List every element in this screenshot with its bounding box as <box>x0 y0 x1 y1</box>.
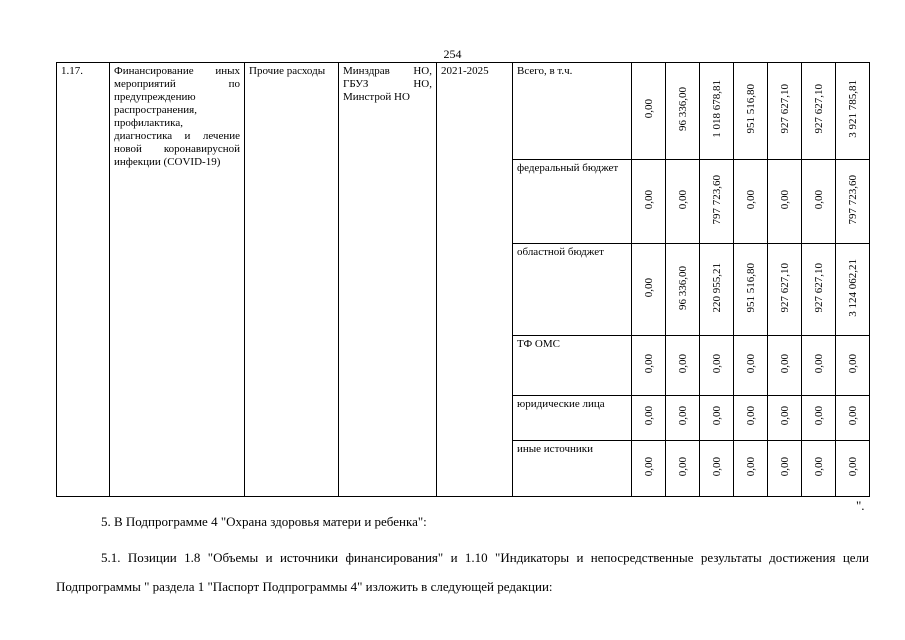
value-text: 0,00 <box>642 456 655 477</box>
source-cell: Всего, в т.ч. <box>513 63 632 160</box>
value-text: 0,00 <box>642 189 655 210</box>
value-text: 0,00 <box>744 456 757 477</box>
value-cell <box>836 441 870 497</box>
value-text: 797 723,60 <box>846 174 859 225</box>
period-cell: 2021-2025 <box>437 63 513 497</box>
value-cell <box>768 336 802 396</box>
financing-table <box>56 62 870 497</box>
value-cell <box>700 244 734 336</box>
value-cell <box>836 160 870 244</box>
value-cell <box>734 63 768 160</box>
value-text: 927 627,10 <box>812 262 825 313</box>
value-cell <box>700 441 734 497</box>
value-cell <box>802 441 836 497</box>
value-cell <box>666 63 700 160</box>
value-text: 0,00 <box>778 456 791 477</box>
value-text: 0,00 <box>778 353 791 374</box>
value-cell <box>836 244 870 336</box>
value-cell <box>836 396 870 441</box>
value-text: 0,00 <box>676 456 689 477</box>
value-text: 0,00 <box>846 406 859 426</box>
value-text: 0,00 <box>812 406 825 426</box>
value-text: 0,00 <box>812 189 825 210</box>
value-text: 0,00 <box>744 353 757 374</box>
expense-type-cell: Прочие расходы <box>245 63 339 497</box>
value-cell <box>632 396 666 441</box>
source-cell: федеральный бюджет <box>513 160 632 244</box>
source-cell: иные источники <box>513 441 632 497</box>
closing-quote-mark: ". <box>856 498 865 513</box>
value-text: 0,00 <box>846 353 859 374</box>
value-text: 951 516,80 <box>744 84 757 134</box>
paragraph-5-1: 5.1. Позиции 1.8 "Объемы и источники финансирования" и 1.10 "Индикаторы и непосредственные результаты достижения цели Подпрограммы " раздела 1 "Паспорт Подпрограммы 4" изложить в следующей редакции: <box>56 550 869 594</box>
value-cell <box>802 336 836 396</box>
paragraph-subprogram-4: 5. В Подпрограмме 4 "Охрана здоровья матери и ребенка": <box>101 514 427 529</box>
value-cell <box>768 160 802 244</box>
value-text: 0,00 <box>676 353 689 374</box>
source-cell: юридические лица <box>513 396 632 441</box>
value-cell <box>632 244 666 336</box>
source-cell: областной бюджет <box>513 244 632 336</box>
table-row <box>57 63 870 160</box>
value-cell <box>734 336 768 396</box>
value-cell <box>836 336 870 396</box>
value-cell <box>666 396 700 441</box>
value-text: 220 955,21 <box>710 262 723 313</box>
value-cell <box>666 336 700 396</box>
value-cell <box>632 441 666 497</box>
row-number-cell: 1.17. <box>57 63 110 497</box>
value-cell <box>632 160 666 244</box>
executor-cell: Минздрав НО, ГБУЗ НО, Минстрой НО <box>339 63 437 497</box>
value-text: 1 018 678,81 <box>710 80 723 138</box>
value-text: 0,00 <box>846 456 859 477</box>
value-cell <box>734 244 768 336</box>
value-cell <box>802 63 836 160</box>
page-number: 254 <box>443 47 462 61</box>
value-text: 0,00 <box>642 406 655 426</box>
value-text: 0,00 <box>676 406 689 426</box>
value-text: 0,00 <box>744 406 757 426</box>
value-text: 0,00 <box>676 189 689 210</box>
value-text: 96 336,00 <box>676 265 689 310</box>
value-text: 797 723,60 <box>710 174 723 225</box>
value-text: 3 921 785,81 <box>846 80 859 138</box>
value-text: 3 124 062,21 <box>846 258 859 317</box>
value-text: 0,00 <box>710 353 723 374</box>
value-text: 0,00 <box>710 406 723 426</box>
value-text: 0,00 <box>812 353 825 374</box>
value-cell <box>666 244 700 336</box>
value-text: 0,00 <box>642 353 655 374</box>
value-text: 0,00 <box>778 406 791 426</box>
value-text: 0,00 <box>642 99 655 119</box>
value-cell <box>632 336 666 396</box>
value-cell <box>802 160 836 244</box>
value-cell <box>768 396 802 441</box>
value-text: 0,00 <box>812 456 825 477</box>
value-cell <box>802 244 836 336</box>
value-cell <box>666 441 700 497</box>
value-text: 96 336,00 <box>676 87 689 131</box>
value-cell <box>734 160 768 244</box>
value-text: 0,00 <box>778 189 791 210</box>
value-text: 927 627,10 <box>778 84 791 134</box>
value-cell <box>700 336 734 396</box>
value-cell <box>768 441 802 497</box>
value-cell <box>802 396 836 441</box>
value-cell <box>768 63 802 160</box>
value-text: 0,00 <box>642 277 655 298</box>
value-text: 927 627,10 <box>778 262 791 313</box>
value-text: 0,00 <box>744 189 757 210</box>
value-cell <box>700 160 734 244</box>
value-text: 927 627,10 <box>812 84 825 134</box>
source-cell: ТФ ОМС <box>513 336 632 396</box>
value-text: 951 516,80 <box>744 262 757 313</box>
value-cell <box>700 396 734 441</box>
value-cell <box>632 63 666 160</box>
value-cell <box>836 63 870 160</box>
value-cell <box>734 441 768 497</box>
value-cell <box>666 160 700 244</box>
activity-name-cell: Финансирование иных мероприятий по предупреждению распространения, профилактика, диагностика и лечение новой коронавирусной инфекции (COVID-19) <box>110 63 245 497</box>
value-cell <box>734 396 768 441</box>
value-text: 0,00 <box>710 456 723 477</box>
value-cell <box>700 63 734 160</box>
value-cell <box>768 244 802 336</box>
